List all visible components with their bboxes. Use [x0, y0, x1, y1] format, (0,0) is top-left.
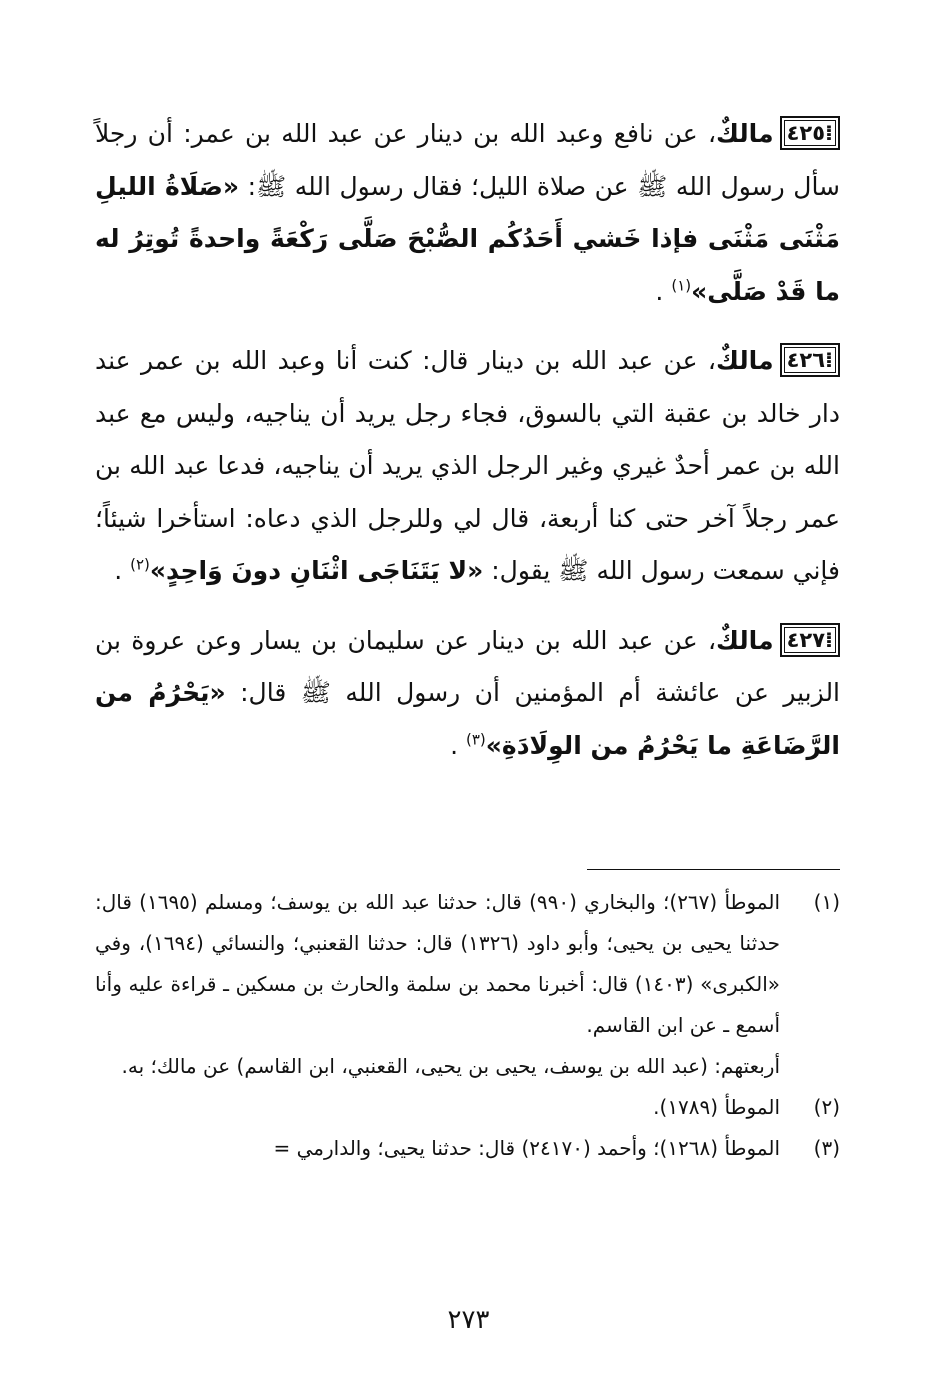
footnote-paragraph: الموطأ (١٢٦٨)؛ وأحمد (٢٤١٧٠) قال: حدثنا يحيى؛ والدارمي =	[273, 1136, 780, 1160]
hadith-number: ٤٢٧	[786, 627, 826, 652]
footnote-paragraph: الموطأ (٢٦٧)؛ والبخاري (٩٩٠) قال: حدثنا عبد الله بن يوسف؛ ومسلم (١٦٩٥) قال: حدثنا يحيى بن يحيى؛ وأبو داود (١٣٢٦) قال: حدثنا القعنبي؛ والنسائي (١٦٩٤)، وفي «الكبرى» (١٤٠٣) قال: أخبرنا محمد بن سلمة والحارث بن مسكين ـ قراءة عليه وأنا أسمع ـ عن ابن القاسم.	[95, 890, 781, 1037]
hadith-number-badge	[780, 623, 840, 657]
hadith-number-badge	[780, 116, 840, 150]
main-text	[95, 108, 840, 772]
hadith-426	[95, 335, 840, 598]
prophetic-quote: «يَحْرُمُ من الرَّضَاعَةِ ما يَحْرُمُ من الوِلَادَةِ»	[95, 678, 840, 760]
hadith-end: .	[450, 730, 466, 760]
footnote-body	[95, 882, 780, 1087]
footnote-ref[interactable]: (٣)	[466, 730, 486, 749]
hadith-end: .	[655, 276, 672, 306]
hadith-425	[95, 108, 840, 318]
hadith-number: ٤٢٦	[786, 348, 826, 372]
footnote-paragraph: الموطأ (١٧٨٩).	[653, 1095, 780, 1119]
narrator-name: مالكٌ	[716, 119, 774, 148]
hadith-text: ، عن عبد الله بن دينار قال: كنت أنا وعبد الله بن عمر عند دار خالد بن عقبة التي بالسوق، فجاء رجل يريد أن يناجيه، وليس مع عبد الله بن عمر أحدٌ غيري وغير الرجل الذي يريد أن يناجيه، فدعا عبد الله بن عمر رجلاً آخر حتى كنا أربعة، قال لي وللرجل الذي دعاه: استأخرا شيئاً؛ فإني سمعت رسول الله ﷺ يقول:	[95, 346, 840, 585]
narrator-name: مالكٌ	[716, 625, 774, 655]
hadith-number-badge	[780, 343, 840, 377]
ornament-icon: ⁞	[825, 627, 833, 652]
hadith-number: ٤٢٥	[786, 121, 826, 145]
footnote-body	[95, 1087, 780, 1128]
footnote-1	[95, 882, 840, 1087]
footnote-number: (٢)	[813, 1095, 840, 1119]
ornament-icon: ⁞	[825, 348, 833, 372]
footnote-3	[95, 1128, 840, 1169]
footnote-number: (١)	[813, 890, 840, 914]
footnote-2	[95, 1087, 840, 1128]
narrator-name: مالكٌ	[716, 346, 774, 375]
hadith-end: .	[114, 556, 131, 585]
prophetic-quote: «صَلَاةُ الليلِ مَثْنَى مَثْنَى فإذا خَشي أَحَدُكُم الصُّبْحَ صَلَّى رَكْعَةً واحدةً تُوتِرُ له ما قَدْ صَلَّى»	[95, 171, 840, 306]
footnote-ref[interactable]: (٢)	[130, 555, 150, 574]
hadith-text: ، عن عبد الله بن دينار عن سليمان بن يسار وعن عروة بن الزبير عن عائشة أم المؤمنين أن رسول الله ﷺ قال:	[95, 625, 841, 707]
hadith-text: ، عن نافع وعبد الله بن دينار عن عبد الله بن عمر: أن رجلاً سأل رسول الله ﷺ عن صلاة الليل؛ فقال رسول الله ﷺ:	[95, 119, 841, 201]
footnote-separator	[587, 869, 840, 870]
hadith-427	[95, 615, 840, 773]
footnote-number: (٣)	[813, 1136, 840, 1160]
footnote-body	[95, 1128, 780, 1169]
footnote-paragraph: أربعتهم: (عبد الله بن يوسف، يحيى بن يحيى، القعنبي، ابن القاسم) عن مالك؛ به.	[121, 1054, 780, 1078]
page-number: ٢٧٣	[447, 1305, 490, 1335]
footnotes	[95, 882, 840, 1169]
prophetic-quote: «لا يَتَنَاجَى اثْنَانِ دونَ وَاحِدٍ»	[149, 556, 484, 585]
footnote-ref[interactable]: (١)	[671, 276, 692, 295]
ornament-icon: ⁞	[825, 121, 833, 145]
